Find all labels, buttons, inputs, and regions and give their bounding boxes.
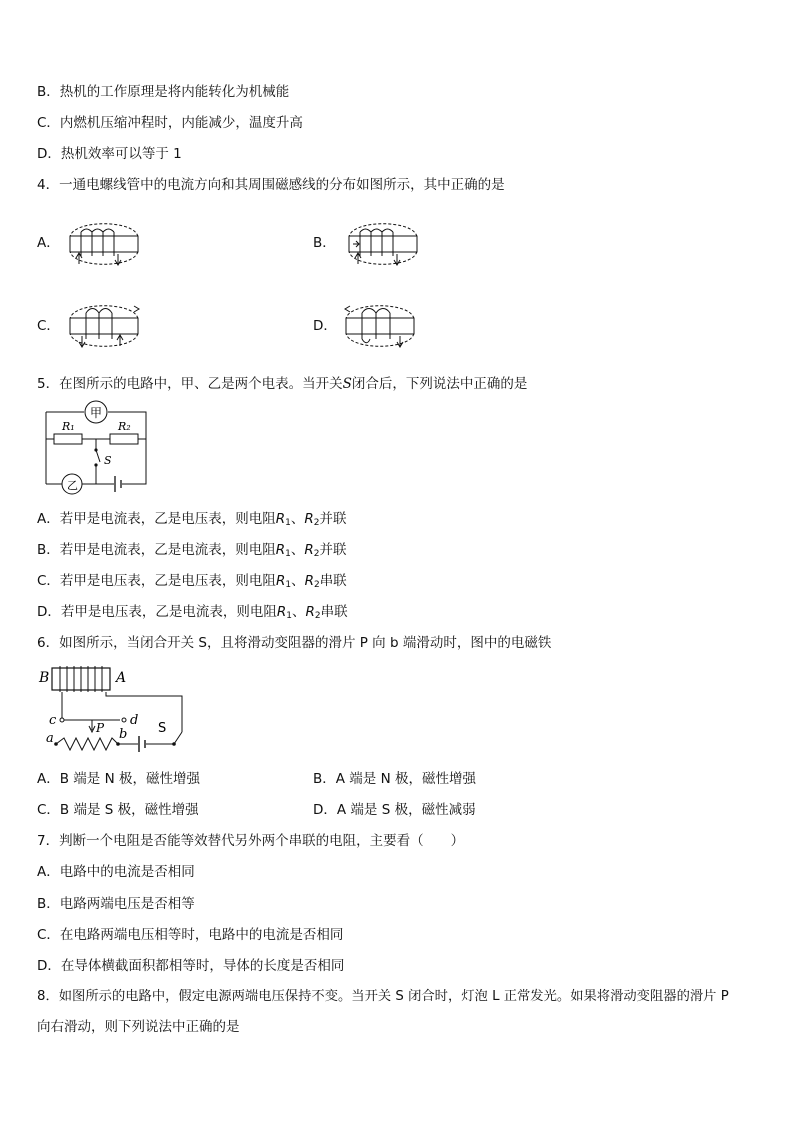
q6-label-a: a bbox=[46, 731, 54, 746]
q5-option-d: D．若甲是电压表，乙是电流表，则电阻$R_1$、$R_2$串联 bbox=[37, 604, 348, 621]
q7-option-c: C．在电路两端电压相等时，电路中的电流是否相同 bbox=[37, 927, 344, 943]
q5-meter-jia: 甲 bbox=[90, 406, 103, 420]
q8-stem-line1: 8．如图所示的电路中，假定电源两端电压保持不变。当开关 S 闭合时，灯泡 L 正常发光。如果将滑动变阻器的滑片 P bbox=[37, 989, 729, 1004]
q6-label-c: c bbox=[49, 713, 57, 728]
q7-option-b: B．电路两端电压是否相等 bbox=[37, 896, 195, 912]
q5-circuit-figure bbox=[40, 398, 152, 498]
q6-electromagnet-figure bbox=[36, 658, 186, 762]
q3-option-c: C．内燃机压缩冲程时，内能减少，温度升高 bbox=[37, 115, 303, 131]
q5-option-b: B．若甲是电流表，乙是电流表，则电阻$R_1$、$R_2$并联 bbox=[37, 542, 347, 559]
q8-stem-line2: 向右滑动，则下列说法中正确的是 bbox=[37, 1019, 240, 1035]
q7-stem: 7．判断一个电阻是否能等效替代另外两个串联的电阻，主要看（ ） bbox=[37, 833, 465, 849]
q5-option-a: A．若甲是电流表，乙是电压表，则电阻$R_1$、$R_2$并联 bbox=[37, 511, 347, 528]
q6-label-d: d bbox=[130, 713, 139, 728]
q5-r2-label: R₂ bbox=[118, 420, 131, 433]
q6-option-a: A．B 端是 N 极，磁性增强 bbox=[37, 771, 200, 787]
q6-label-S: S bbox=[158, 721, 167, 736]
q4-option-c-label: C． bbox=[37, 318, 60, 334]
q4-option-b-label: B． bbox=[313, 235, 336, 251]
q4-option-a-label: A． bbox=[37, 235, 60, 251]
q5-stem: 5．在图所示的电路中，甲、乙是两个电表。当开关S闭合后，下列说法中正确的是 bbox=[37, 376, 528, 392]
q4-figure-a bbox=[64, 216, 144, 272]
q4-figure-d bbox=[340, 298, 420, 356]
q5-meter-yi: 乙 bbox=[67, 479, 78, 492]
q6-option-d: D．A 端是 S 极，磁性减弱 bbox=[313, 802, 476, 818]
q6-label-B: B bbox=[39, 670, 50, 686]
q4-figure-c bbox=[64, 298, 144, 354]
q6-label-b: b bbox=[119, 727, 128, 742]
q6-option-c: C．B 端是 S 极，磁性增强 bbox=[37, 802, 199, 818]
q5-option-c: C．若甲是电压表，乙是电压表，则电阻$R_1$、$R_2$串联 bbox=[37, 573, 347, 590]
q3-option-b: B．热机的工作原理是将内能转化为机械能 bbox=[37, 84, 290, 100]
q5-switch-label: S bbox=[104, 454, 112, 467]
q5-stem-switch: S bbox=[342, 376, 352, 392]
q7-option-d: D．在导体横截面积都相等时，导体的长度是否相同 bbox=[37, 958, 345, 974]
q7-option-a: A．电路中的电流是否相同 bbox=[37, 864, 195, 880]
q3-option-d: D．热机效率可以等于 1 bbox=[37, 146, 182, 162]
q5-r1-label: R₁ bbox=[62, 420, 75, 433]
q6-label-A: A bbox=[116, 670, 127, 686]
q4-figure-b bbox=[343, 216, 423, 272]
q6-stem: 6．如图所示，当闭合开关 S，且将滑动变阻器的滑片 P 向 b 端滑动时，图中的电磁铁 bbox=[37, 635, 552, 651]
q6-label-P: P bbox=[96, 721, 105, 735]
q6-option-b: B．A 端是 N 极，磁性增强 bbox=[313, 771, 476, 787]
q4-option-d-label: D． bbox=[313, 318, 337, 334]
q4-stem: 4．一通电螺线管中的电流方向和其周围磁感线的分布如图所示，其中正确的是 bbox=[37, 177, 505, 193]
